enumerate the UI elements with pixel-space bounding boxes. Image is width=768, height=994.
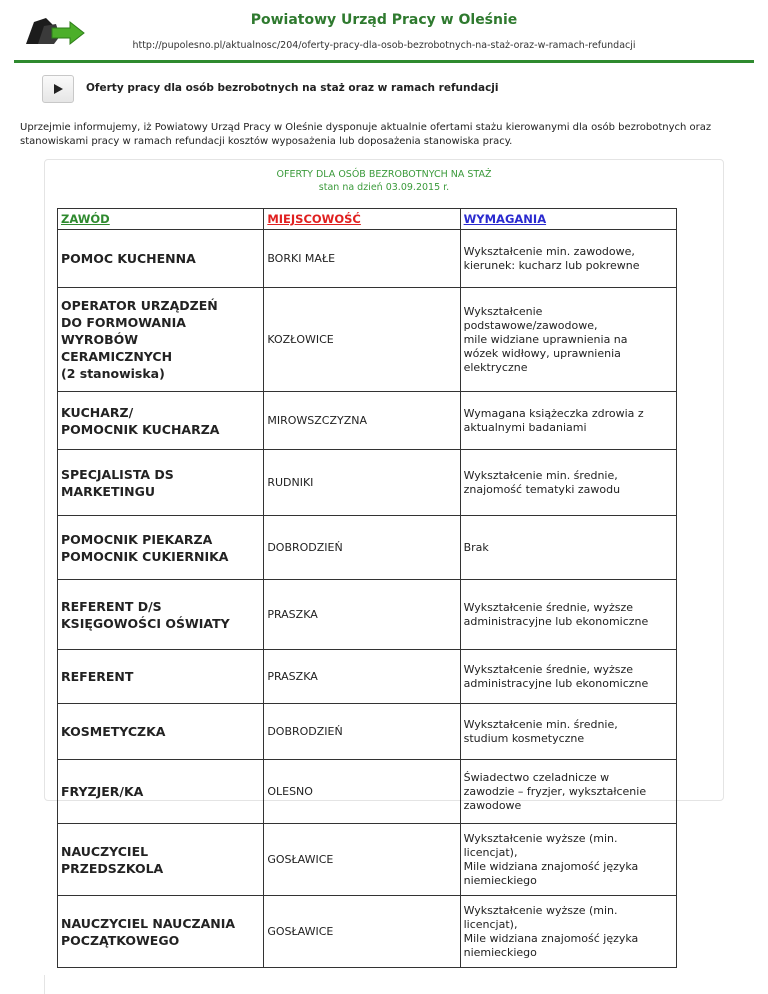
table-row (58, 824, 677, 896)
play-button[interactable] (42, 75, 74, 103)
table-row (58, 392, 677, 450)
table-row (58, 580, 677, 650)
offers-panel (44, 159, 724, 959)
location-cell: PRASZKA (264, 650, 460, 704)
site-header (14, 0, 754, 63)
table-row (58, 896, 677, 968)
site-title[interactable]: Powiatowy Urząd Pracy w Oleśnie (250, 12, 518, 28)
job-title-cell: SPECJALISTA DS MARKETINGU (58, 450, 264, 516)
location-cell: GOSŁAWICE (264, 896, 460, 968)
offers-date: stan na dzień 03.09.2015 r. (318, 182, 450, 193)
column-header-miejscowosc: MIEJSCOWOŚĆ (264, 209, 460, 230)
table-row (58, 230, 677, 288)
location-cell: RUDNIKI (264, 450, 460, 516)
location-cell: BORKI MAŁE (264, 230, 460, 288)
offers-heading (45, 160, 723, 194)
location-cell: PRASZKA (264, 580, 460, 650)
requirements-cell: Wykształcenie wyższe (min. licencjat), Mile widziana znajomość języka niemieckiego (460, 824, 676, 896)
location-cell: DOBRODZIEŃ (264, 516, 460, 580)
location-cell: KOZŁOWICE (264, 288, 460, 392)
requirements-cell: Wykształcenie min. zawodowe, kierunek: kucharz lub pokrewne (460, 230, 676, 288)
job-title-cell: REFERENT D/S KSIĘGOWOŚCI OŚWIATY (58, 580, 264, 650)
panel-border-continuation (44, 975, 45, 994)
location-cell: DOBRODZIEŃ (264, 704, 460, 760)
requirements-cell: Wykształcenie średnie, wyższe administracyjne lub ekonomiczne (460, 650, 676, 704)
requirements-cell: Wykształcenie podstawowe/zawodowe, mile widziane uprawnienia na wózek widłowy, uprawnienia elektryczne (460, 288, 676, 392)
article-title: Oferty pracy dla osób bezrobotnych na staż oraz w ramach refundacji (86, 82, 499, 94)
requirements-cell: Wykształcenie min. średnie, znajomość tematyki zawodu (460, 450, 676, 516)
job-title-cell: KOSMETYCZKA (58, 704, 264, 760)
table-row (58, 516, 677, 580)
article-header (0, 75, 768, 117)
requirements-cell: Wykształcenie średnie, wyższe administracyjne lub ekonomiczne (460, 580, 676, 650)
table-row (58, 650, 677, 704)
offers-title: OFERTY DLA OSÓB BEZROBOTNYCH NA STAŻ (276, 169, 492, 180)
job-title-cell: POMOCNIK PIEKARZA POMOCNIK CUKIERNIKA (58, 516, 264, 580)
requirements-cell: Wykształcenie wyższe (min. licencjat), Mile widziana znajomość języka niemieckiego (460, 896, 676, 968)
job-title-cell: NAUCZYCIEL PRZEDSZKOLA (58, 824, 264, 896)
table-row (58, 704, 677, 760)
job-title-cell: OPERATOR URZĄDZEŃ DO FORMOWANIA WYROBÓW CERAMICZNYCH (2 stanowiska) (58, 288, 264, 392)
column-header-zawod: ZAWÓD (58, 209, 264, 230)
location-cell: GOSŁAWICE (264, 824, 460, 896)
table-row (58, 288, 677, 392)
requirements-cell: Wykształcenie min. średnie, studium kosmetyczne (460, 704, 676, 760)
table-row (58, 450, 677, 516)
table-header-row (58, 209, 677, 230)
offers-table (57, 208, 677, 968)
article-intro: Uprzejmie informujemy, iż Powiatowy Urząd Pracy w Oleśnie dysponuje aktualnie ofertami stażu kierowanymi dla osób bezrobotnych oraz stanowiskami pracy w ramach refundacji kosztów wyposażenia lub doposażenia stanowiska pracy. (20, 122, 712, 147)
requirements-cell: Brak (460, 516, 676, 580)
play-icon (52, 83, 64, 95)
job-title-cell: POMOC KUCHENNA (58, 230, 264, 288)
job-title-cell: NAUCZYCIEL NAUCZANIA POCZĄTKOWEGO (58, 896, 264, 968)
table-row (58, 760, 677, 824)
location-cell: OLESNO (264, 760, 460, 824)
job-title-cell: REFERENT (58, 650, 264, 704)
requirements-cell: Wymagana książeczka zdrowia z aktualnymi badaniami (460, 392, 676, 450)
job-title-cell: KUCHARZ/ POMOCNIK KUCHARZA (58, 392, 264, 450)
requirements-cell: Świadectwo czeladnicze w zawodzie – fryzjer, wykształcenie zawodowe (460, 760, 676, 824)
page-url[interactable]: http://pupolesno.pl/aktualnosc/204/oferty-pracy-dla-osob-bezrobotnych-na-staż-oraz-w-ramach-refundacji (132, 40, 636, 51)
location-cell: MIROWSZCZYZNA (264, 392, 460, 450)
column-header-wymagania: WYMAGANIA (460, 209, 676, 230)
job-title-cell: FRYZJER/KA (58, 760, 264, 824)
